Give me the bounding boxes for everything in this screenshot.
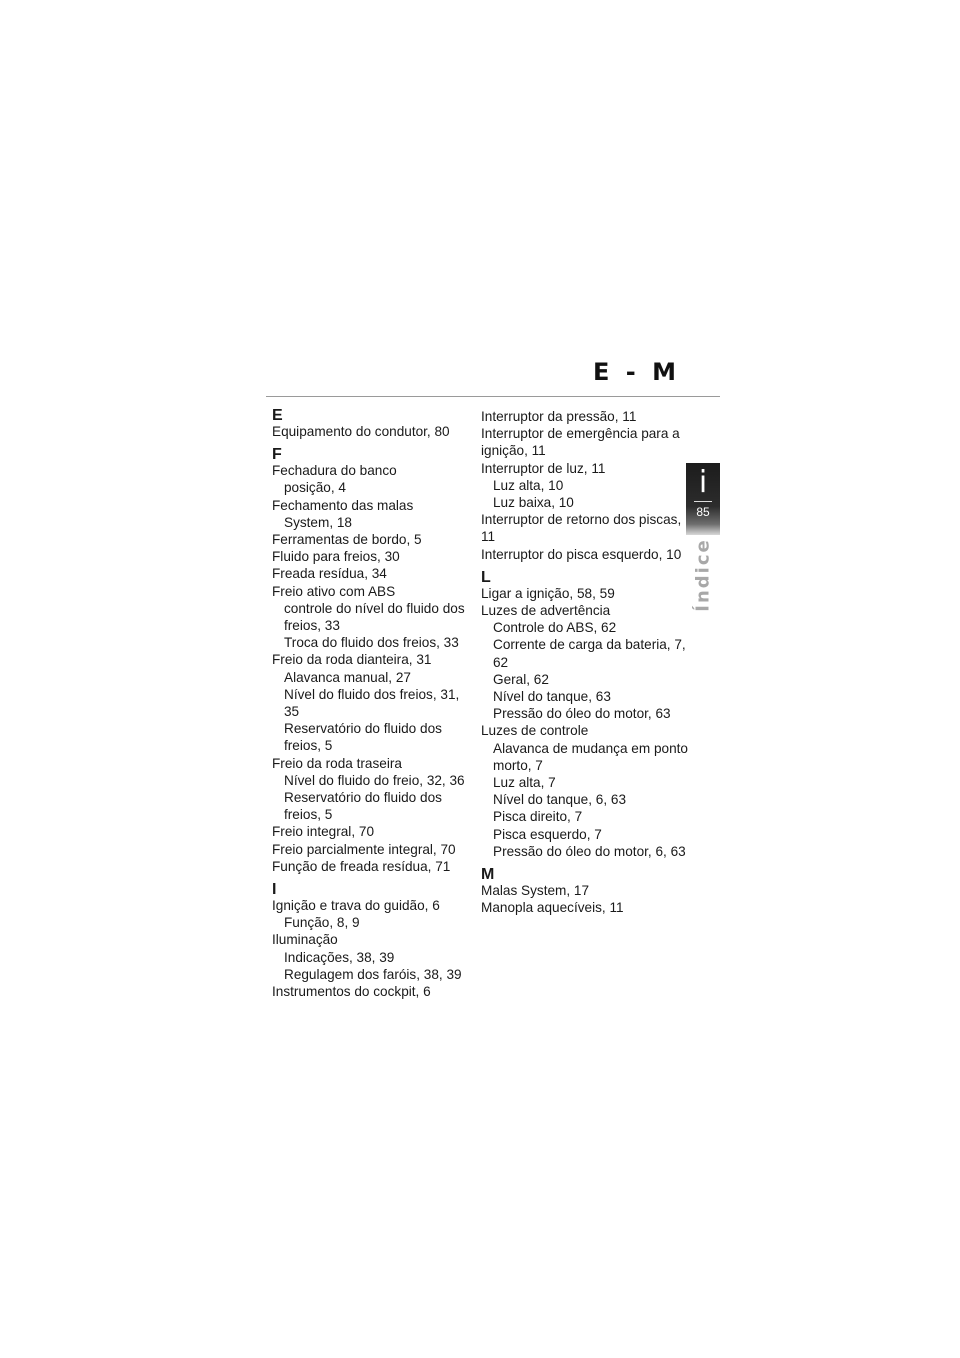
index-subentry: Pressão do óleo do motor, 63 <box>493 706 671 722</box>
section-letter: M <box>481 866 495 884</box>
index-entry: Interruptor de luz, 11 <box>481 460 606 476</box>
index-subentry: Nível do tanque, 6, 63 <box>493 792 627 808</box>
index-section <box>481 570 691 860</box>
index-entry: Freio parcialmente integral, 70 <box>272 841 456 857</box>
index-subentry: Nível do fluido do freio, 32, 36 <box>284 772 465 788</box>
index-entry: Malas System, 17 <box>481 883 590 899</box>
index-subentry: Corrente de carga da bateria, 7, 62 <box>493 637 686 670</box>
index-subentry: Controle do ABS, 62 <box>493 620 617 636</box>
index-section <box>272 408 472 440</box>
index-entry: Freio integral, 70 <box>272 824 375 840</box>
index-entry: Função de freada resídua, 71 <box>272 858 451 874</box>
index-entry: Equipamento do condutor, 80 <box>272 424 450 439</box>
index-entry: Luzes de advertência <box>481 603 611 619</box>
index-section <box>481 408 691 563</box>
index-section <box>481 867 691 916</box>
index-subentry: Troca do fluido dos freios, 33 <box>284 635 459 651</box>
index-subentry: Função, 8, 9 <box>284 915 360 931</box>
index-subentry: posição, 4 <box>284 480 346 496</box>
index-subentry: Indicações, 38, 39 <box>284 949 395 965</box>
index-entry: Freio da roda traseira <box>272 755 402 771</box>
index-entry: Iluminação <box>272 932 338 948</box>
index-entry: Freio da roda dianteira, 31 <box>272 652 432 668</box>
index-subentry: Luz alta, 10 <box>493 477 564 493</box>
section-letter: I <box>272 881 277 899</box>
index-subentry: Regulagem dos faróis, 38, 39 <box>284 966 462 982</box>
section-letter: F <box>272 446 282 464</box>
index-subentry: Nível do fluido dos freios, 31, 35 <box>284 686 460 720</box>
tab-divider <box>694 501 712 502</box>
index-subentry: Alavanca de mudança em ponto morto, 7 <box>493 740 688 773</box>
index-subentry: Reservatório do fluido dos freios, 5 <box>284 721 442 754</box>
index-subentry: controle do nível do fluido dos freios, 33 <box>284 600 465 634</box>
index-entry: Ferramentas de bordo, 5 <box>272 532 422 548</box>
page-number: 85 <box>696 505 710 519</box>
index-subentry: Alavanca manual, 27 <box>284 669 411 685</box>
index-entry: Instrumentos do cockpit, 6 <box>272 984 431 1000</box>
index-subentry: Pisca direito, 7 <box>493 809 583 825</box>
index-subentry: Pisca esquerdo, 7 <box>493 826 602 842</box>
chapter-tab <box>686 463 720 535</box>
section-letter: L <box>481 568 491 586</box>
index-subentry: Pressão do óleo do motor, 6, 63 <box>493 843 686 859</box>
index-entry: Manopla aquecíveis, 11 <box>481 900 624 916</box>
index-entry: Interruptor de retorno dos piscas, 11 <box>481 512 682 545</box>
index-entry: Interruptor do pisca esquerdo, 10 <box>481 546 682 562</box>
index-entry: Fechamento das malas <box>272 497 414 513</box>
index-subentry: System, 18 <box>284 514 352 530</box>
info-icon: i <box>698 465 708 500</box>
index-entry: Interruptor da pressão, 11 <box>481 409 637 424</box>
index-column-left <box>272 408 472 1007</box>
index-entry: Freada resídua, 34 <box>272 566 387 582</box>
chapter-label: Índice <box>692 538 714 612</box>
index-subentry: Reservatório do fluido dos freios, 5 <box>284 790 442 823</box>
header-divider <box>266 396 720 397</box>
section-letter: E <box>272 407 283 424</box>
index-entry: Interruptor de emergência para a ignição, 11 <box>481 426 680 459</box>
index-entry: Luzes de controle <box>481 723 589 739</box>
index-subentry: Nível do tanque, 63 <box>493 689 611 705</box>
index-entry: Fechadura do banco <box>272 463 397 479</box>
index-subentry: Geral, 62 <box>493 671 549 687</box>
index-entry: Fluido para freios, 30 <box>272 549 400 565</box>
index-entry: Freio ativo com ABS <box>272 583 396 599</box>
index-subentry: Luz alta, 7 <box>493 775 556 791</box>
index-subentry: Luz baixa, 10 <box>493 495 574 511</box>
index-column-right <box>481 408 691 923</box>
index-section <box>272 882 472 1000</box>
page-header-title: E - M <box>593 358 680 386</box>
index-section <box>272 447 472 875</box>
index-entry: Ligar a ignição, 58, 59 <box>481 585 615 601</box>
index-entry: Ignição e trava do guidão, 6 <box>272 898 440 914</box>
